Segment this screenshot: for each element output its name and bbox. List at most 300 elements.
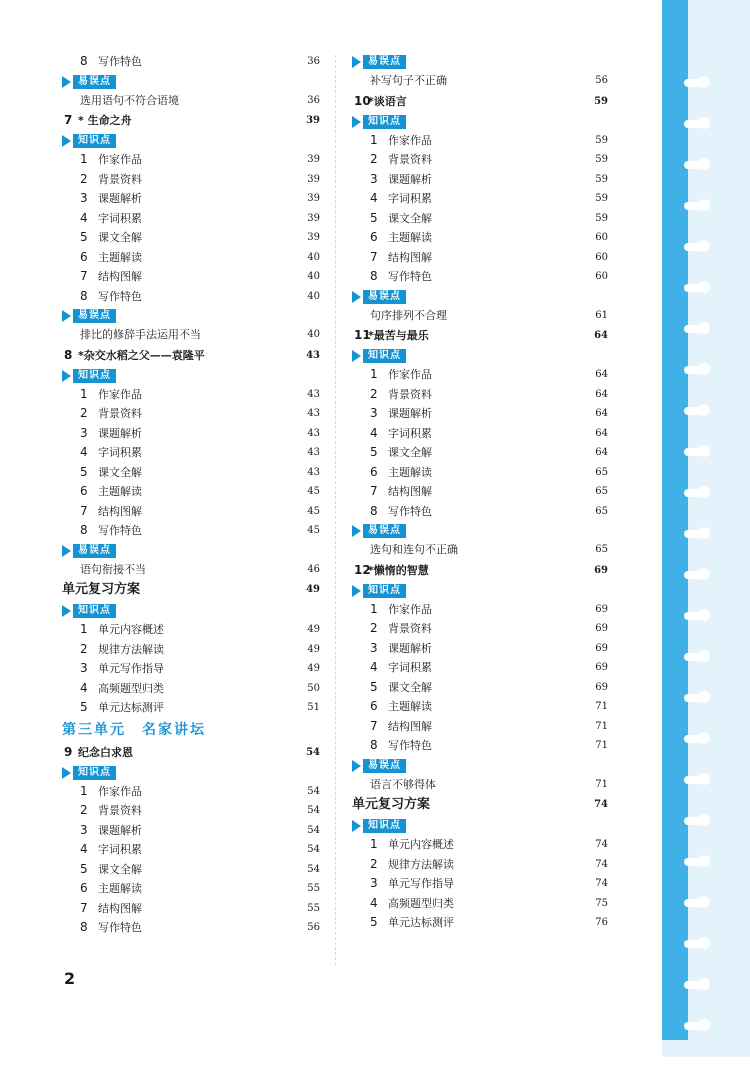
toc-item[interactable] xyxy=(62,821,320,841)
play-triangle-icon xyxy=(352,525,361,537)
item-number: 1 xyxy=(370,837,378,851)
unit-section-heading xyxy=(62,718,320,742)
item-title: 高频题型归类 xyxy=(98,681,164,695)
toc-lesson[interactable] xyxy=(62,110,320,131)
item-title: 课题解析 xyxy=(98,192,142,205)
item-title: 单元内容概述 xyxy=(98,623,164,636)
item-number: 1 xyxy=(80,152,88,166)
toc-error-note[interactable] xyxy=(352,540,608,560)
item-number: 1 xyxy=(80,622,88,636)
binder-ring-icon xyxy=(684,284,702,292)
item-title: 课文全解 xyxy=(388,211,432,225)
item-number: 2 xyxy=(370,152,378,166)
toc-item[interactable] xyxy=(352,228,608,248)
tag-label: 知识点 xyxy=(363,349,406,363)
item-number: 8 xyxy=(370,503,378,518)
item-number: 8 xyxy=(370,269,378,283)
item-number: 3 xyxy=(370,171,378,186)
page-ref: 71 xyxy=(595,701,608,712)
page-ref: 54 xyxy=(307,805,320,816)
item-number: 6 xyxy=(370,464,378,479)
binder-ring-icon xyxy=(684,366,702,374)
toc-lesson[interactable] xyxy=(352,560,608,581)
item-number: 4 xyxy=(370,425,378,440)
item-title: 字词积累 xyxy=(388,192,432,205)
toc-error-note[interactable] xyxy=(352,306,608,326)
toc-item[interactable] xyxy=(62,782,320,802)
item-number: 8 xyxy=(80,288,88,303)
item-number: 5 xyxy=(80,464,88,479)
toc-item[interactable] xyxy=(352,874,608,894)
page-ref: 54 xyxy=(306,746,320,758)
toc-lesson[interactable] xyxy=(352,325,608,346)
toc-item[interactable] xyxy=(62,801,320,821)
page-ref: 43 xyxy=(306,349,320,361)
item-number: 8 xyxy=(370,738,378,752)
page-ref: 65 xyxy=(595,544,608,555)
page-ref: 59 xyxy=(595,173,608,185)
tag-label: 易误点 xyxy=(73,544,116,558)
toc-item[interactable] xyxy=(352,365,608,385)
toc-item[interactable] xyxy=(62,443,320,463)
binder-ring-icon xyxy=(684,489,702,497)
toc-left-column xyxy=(62,52,320,938)
page-ref: 39 xyxy=(307,173,320,185)
toc-item[interactable] xyxy=(352,404,608,424)
item-title: 单元达标测评 xyxy=(388,916,454,929)
toc-item[interactable] xyxy=(352,736,608,756)
page-ref: 65 xyxy=(595,505,608,517)
tag-label: 易误点 xyxy=(363,55,406,69)
toc-item[interactable] xyxy=(62,385,320,405)
binder-ring-icon xyxy=(684,120,702,128)
item-title: 单元达标测评 xyxy=(98,701,164,714)
tag-label: 知识点 xyxy=(73,134,116,148)
tag-box xyxy=(352,524,406,538)
play-triangle-icon xyxy=(352,291,361,303)
toc-item[interactable] xyxy=(352,855,608,875)
page-ref: 39 xyxy=(307,232,320,243)
play-triangle-icon xyxy=(62,370,71,382)
item-title: 结构图解 xyxy=(388,485,432,498)
item-title: * 生命之舟 xyxy=(78,114,132,127)
item-number: 4 xyxy=(80,445,88,459)
page-ref: 59 xyxy=(595,212,608,224)
item-number: 10 xyxy=(354,93,371,108)
toc-item[interactable] xyxy=(352,189,608,209)
toc-item[interactable] xyxy=(352,502,608,522)
item-number: 5 xyxy=(370,915,378,929)
toc-unit-review[interactable] xyxy=(352,794,608,816)
play-triangle-icon xyxy=(352,760,361,772)
page-ref: 46 xyxy=(307,563,320,575)
item-number: 4 xyxy=(370,191,378,205)
page-ref: 50 xyxy=(307,682,320,694)
toc-item[interactable] xyxy=(62,248,320,268)
page-ref: 40 xyxy=(307,251,320,263)
toc-item[interactable] xyxy=(62,918,320,938)
page-ref: 64 xyxy=(595,388,608,400)
item-number: 1 xyxy=(80,783,88,798)
toc-item[interactable] xyxy=(352,463,608,483)
toc-item[interactable] xyxy=(352,639,608,659)
page-ref: 64 xyxy=(594,330,608,341)
play-triangle-icon xyxy=(62,545,71,557)
page-ref: 45 xyxy=(307,486,320,497)
page-ref: 69 xyxy=(595,642,608,654)
toc-item[interactable] xyxy=(352,482,608,502)
binder-ring-icon xyxy=(684,79,702,87)
toc-item[interactable] xyxy=(352,170,608,190)
toc-item[interactable] xyxy=(62,209,320,229)
page-ref: 64 xyxy=(595,408,608,419)
item-number: 7 xyxy=(80,503,88,518)
item-number: 8 xyxy=(64,347,73,362)
item-title: 选句和连句不正确 xyxy=(370,543,458,556)
item-number: 7 xyxy=(370,249,378,264)
tag-box xyxy=(352,290,406,304)
page-ref: 59 xyxy=(595,154,608,165)
toc-item[interactable] xyxy=(62,620,320,640)
item-title: 主题解读 xyxy=(98,250,142,264)
item-number: 3 xyxy=(370,640,378,655)
play-triangle-icon xyxy=(352,585,361,597)
error-points-tag xyxy=(62,306,320,325)
toc-item[interactable] xyxy=(352,619,608,639)
toc-item[interactable] xyxy=(62,879,320,899)
toc-lesson[interactable] xyxy=(62,742,320,763)
play-triangle-icon xyxy=(62,135,71,147)
item-title: 主题解读 xyxy=(388,700,432,713)
section-title: 第三单元 名家讲坛 xyxy=(62,721,206,738)
item-title: 背景资料 xyxy=(388,153,432,166)
binder-ring-icon xyxy=(684,530,702,538)
error-points-tag xyxy=(62,72,320,91)
toc-error-note[interactable] xyxy=(62,325,320,345)
item-title: 规律方法解读 xyxy=(98,642,164,656)
page-ref: 56 xyxy=(595,75,608,86)
page-ref: 45 xyxy=(307,525,320,536)
page-ref: 64 xyxy=(595,427,608,439)
item-title: 主题解读 xyxy=(388,231,432,244)
item-title: 背景资料 xyxy=(98,804,142,817)
knowledge-points-tag xyxy=(62,763,320,782)
item-number: 1 xyxy=(80,386,88,401)
item-number: 5 xyxy=(370,210,378,225)
page-ref: 71 xyxy=(595,740,608,751)
item-title: 主题解读 xyxy=(98,882,142,895)
page-ref: 40 xyxy=(307,271,320,282)
toc-lesson[interactable] xyxy=(62,345,320,366)
toc-item[interactable] xyxy=(352,424,608,444)
binder-ring-icon xyxy=(684,940,702,948)
item-number: 6 xyxy=(80,484,88,498)
page-ref: 65 xyxy=(595,466,608,478)
binder-tab xyxy=(662,0,750,1057)
item-title: 课题解析 xyxy=(98,823,142,837)
tag-box xyxy=(62,309,116,323)
play-triangle-icon xyxy=(352,350,361,362)
page-ref: 71 xyxy=(595,720,608,732)
item-number: 5 xyxy=(370,679,378,694)
toc-item[interactable] xyxy=(352,835,608,855)
item-title: 课题解析 xyxy=(98,426,142,440)
tag-label: 知识点 xyxy=(73,604,116,618)
toc-item[interactable] xyxy=(62,228,320,248)
toc-item[interactable] xyxy=(62,521,320,541)
item-title: 单元内容概述 xyxy=(388,838,454,851)
item-title: 规律方法解读 xyxy=(388,857,454,871)
item-title: 结构图解 xyxy=(98,901,142,915)
toc-item[interactable] xyxy=(62,150,320,170)
item-title: 结构图解 xyxy=(98,504,142,518)
item-title: 语句衔接不当 xyxy=(80,562,146,576)
page-ref: 56 xyxy=(307,922,320,933)
item-number: 5 xyxy=(80,230,88,244)
item-number: 7 xyxy=(64,113,73,127)
page-ref: 55 xyxy=(307,902,320,914)
page-ref: 49 xyxy=(307,624,320,635)
binder-ring-icon xyxy=(684,161,702,169)
item-number: 4 xyxy=(80,842,88,856)
tag-box xyxy=(62,75,116,89)
item-title: 单元复习方案 xyxy=(62,582,141,597)
item-title: 写作特色 xyxy=(98,55,142,68)
tag-label: 知识点 xyxy=(73,369,116,383)
page-ref: 75 xyxy=(595,897,608,909)
item-number: 12 xyxy=(354,562,371,577)
item-title: 作家作品 xyxy=(98,153,142,166)
item-title: 语言不够得体 xyxy=(370,777,436,791)
item-title: 字词积累 xyxy=(388,426,432,440)
page-ref: 59 xyxy=(595,193,608,204)
toc-item[interactable] xyxy=(352,697,608,717)
error-points-tag xyxy=(62,541,320,560)
item-title: *谈语言 xyxy=(368,94,407,108)
page-ref: 54 xyxy=(307,863,320,875)
item-title: 写作特色 xyxy=(388,504,432,518)
item-title: 主题解读 xyxy=(388,465,432,479)
page-ref: 49 xyxy=(307,643,320,655)
item-number: 3 xyxy=(80,822,88,837)
item-title: 单元写作指导 xyxy=(98,662,164,675)
page-ref: 71 xyxy=(595,778,608,790)
item-title: 单元复习方案 xyxy=(352,797,431,812)
item-number: 2 xyxy=(80,641,88,656)
page-ref: 69 xyxy=(595,623,608,634)
toc-item[interactable] xyxy=(62,640,320,660)
tag-box xyxy=(352,819,406,833)
page-ref: 64 xyxy=(595,447,608,458)
page-ref: 45 xyxy=(307,505,320,517)
binder-ring-icon xyxy=(684,817,702,825)
knowledge-points-tag xyxy=(62,601,320,620)
toc-item[interactable] xyxy=(62,267,320,287)
item-title: 字词积累 xyxy=(98,446,142,459)
item-title: 结构图解 xyxy=(388,250,432,264)
page-ref: 43 xyxy=(307,388,320,400)
page-ref: 69 xyxy=(595,681,608,693)
item-title: 主题解读 xyxy=(98,485,142,498)
tag-label: 知识点 xyxy=(73,766,116,780)
page-ref: 69 xyxy=(595,603,608,615)
page-ref: 36 xyxy=(307,56,320,67)
toc-item[interactable] xyxy=(352,894,608,914)
toc-item[interactable] xyxy=(352,443,608,463)
item-title: 结构图解 xyxy=(388,719,432,733)
toc-item[interactable] xyxy=(352,150,608,170)
binder-ring-icon xyxy=(684,858,702,866)
item-title: 纪念白求恩 xyxy=(78,745,133,759)
page-ref: 65 xyxy=(595,486,608,497)
tag-box xyxy=(62,544,116,558)
page-ref: 39 xyxy=(307,212,320,224)
tag-box xyxy=(62,134,116,148)
item-number: 4 xyxy=(80,680,88,695)
tag-box xyxy=(352,584,406,598)
binder-ring-icon xyxy=(684,407,702,415)
play-triangle-icon xyxy=(62,76,71,88)
binder-ring-icon xyxy=(684,776,702,784)
binder-ring-icon xyxy=(684,694,702,702)
page-ref: 43 xyxy=(307,408,320,419)
toc-item[interactable] xyxy=(62,899,320,919)
toc-item[interactable] xyxy=(62,170,320,190)
binder-ring-icon xyxy=(684,243,702,251)
binder-ring-icon xyxy=(684,571,702,579)
tag-box xyxy=(352,759,406,773)
toc-item[interactable] xyxy=(62,698,320,718)
toc-error-note[interactable] xyxy=(62,91,320,111)
item-title: 写作特色 xyxy=(388,270,432,283)
page-ref: 59 xyxy=(595,134,608,146)
page-ref: 74 xyxy=(595,858,608,870)
item-title: 选用语句不符合语境 xyxy=(80,93,179,107)
page-ref: 55 xyxy=(307,883,320,894)
item-number: 5 xyxy=(80,861,88,876)
binder-ring-icon xyxy=(684,612,702,620)
page-ref: 60 xyxy=(595,232,608,243)
toc-item[interactable] xyxy=(62,463,320,483)
toc-error-note[interactable] xyxy=(62,560,320,580)
toc-error-note[interactable] xyxy=(352,775,608,795)
item-title: *杂交水稻之父——袁隆平 xyxy=(78,348,205,362)
toc-item[interactable] xyxy=(62,424,320,444)
toc-item[interactable] xyxy=(352,209,608,229)
item-title: 补写句子不正确 xyxy=(370,74,447,87)
toc-item[interactable] xyxy=(62,52,320,72)
item-title: *懒惰的智慧 xyxy=(368,563,429,577)
toc-item[interactable] xyxy=(352,717,608,737)
item-number: 3 xyxy=(80,191,88,205)
binder-ring-icon xyxy=(684,325,702,333)
toc-item[interactable] xyxy=(352,131,608,151)
page-ref: 51 xyxy=(307,702,320,713)
item-number: 2 xyxy=(370,386,378,401)
toc-item[interactable] xyxy=(62,659,320,679)
item-number: 8 xyxy=(80,920,88,934)
item-number: 3 xyxy=(80,425,88,440)
toc-lesson[interactable] xyxy=(352,91,608,112)
page-ref: 74 xyxy=(595,839,608,850)
toc-item[interactable] xyxy=(62,189,320,209)
binder-ring-icon xyxy=(684,202,702,210)
item-title: 课文全解 xyxy=(98,862,142,876)
item-title: 作家作品 xyxy=(388,602,432,616)
item-title: 作家作品 xyxy=(388,368,432,381)
toc-item[interactable] xyxy=(62,502,320,522)
toc-item[interactable] xyxy=(352,267,608,287)
item-title: 课题解析 xyxy=(388,172,432,186)
binder-strip xyxy=(662,0,688,1040)
toc-unit-review[interactable] xyxy=(62,579,320,601)
tag-label: 知识点 xyxy=(363,115,406,129)
item-title: 作家作品 xyxy=(98,784,142,798)
binder-ring-icon xyxy=(684,899,702,907)
item-title: 字词积累 xyxy=(388,661,432,674)
toc-right-column xyxy=(352,52,608,933)
error-points-tag xyxy=(352,756,608,775)
play-triangle-icon xyxy=(352,820,361,832)
toc-item[interactable] xyxy=(352,600,608,620)
toc-item[interactable] xyxy=(352,385,608,405)
tag-label: 易误点 xyxy=(363,524,406,538)
toc-item[interactable] xyxy=(352,658,608,678)
item-number: 4 xyxy=(80,210,88,225)
item-number: 8 xyxy=(80,523,88,537)
tag-box xyxy=(62,369,116,383)
toc-item[interactable] xyxy=(62,287,320,307)
knowledge-points-tag xyxy=(352,346,608,365)
toc-item[interactable] xyxy=(62,860,320,880)
tag-label: 易误点 xyxy=(73,75,116,89)
item-number: 3 xyxy=(370,406,378,420)
item-number: 7 xyxy=(370,484,378,498)
toc-item[interactable] xyxy=(62,840,320,860)
binder-ring-icon xyxy=(684,981,702,989)
error-points-tag xyxy=(352,287,608,306)
toc-item[interactable] xyxy=(352,913,608,933)
toc-item[interactable] xyxy=(352,678,608,698)
item-number: 2 xyxy=(370,621,378,635)
page-ref: 40 xyxy=(307,329,320,340)
page-ref: 76 xyxy=(595,917,608,928)
tag-box xyxy=(352,115,406,129)
toc-item[interactable] xyxy=(62,679,320,699)
item-number: 2 xyxy=(80,406,88,420)
page-ref: 59 xyxy=(594,95,608,107)
play-triangle-icon xyxy=(62,605,71,617)
page-ref: 40 xyxy=(307,290,320,302)
item-number: 1 xyxy=(370,132,378,147)
item-title: 作家作品 xyxy=(388,133,432,147)
binder-ring-icon xyxy=(684,735,702,743)
toc-item[interactable] xyxy=(62,404,320,424)
binder-ring-icon xyxy=(684,1022,702,1030)
toc-item[interactable] xyxy=(352,248,608,268)
page-ref: 43 xyxy=(307,447,320,458)
item-title: 课文全解 xyxy=(388,446,432,459)
tag-label: 易误点 xyxy=(363,759,406,773)
toc-item[interactable] xyxy=(62,482,320,502)
item-title: 句序排列不合理 xyxy=(370,308,447,322)
page-ref: 43 xyxy=(307,466,320,478)
tag-label: 知识点 xyxy=(363,819,406,833)
item-number: 3 xyxy=(370,876,378,890)
page-ref: 36 xyxy=(307,94,320,106)
item-number: 5 xyxy=(370,445,378,459)
toc-error-note[interactable] xyxy=(352,71,608,91)
